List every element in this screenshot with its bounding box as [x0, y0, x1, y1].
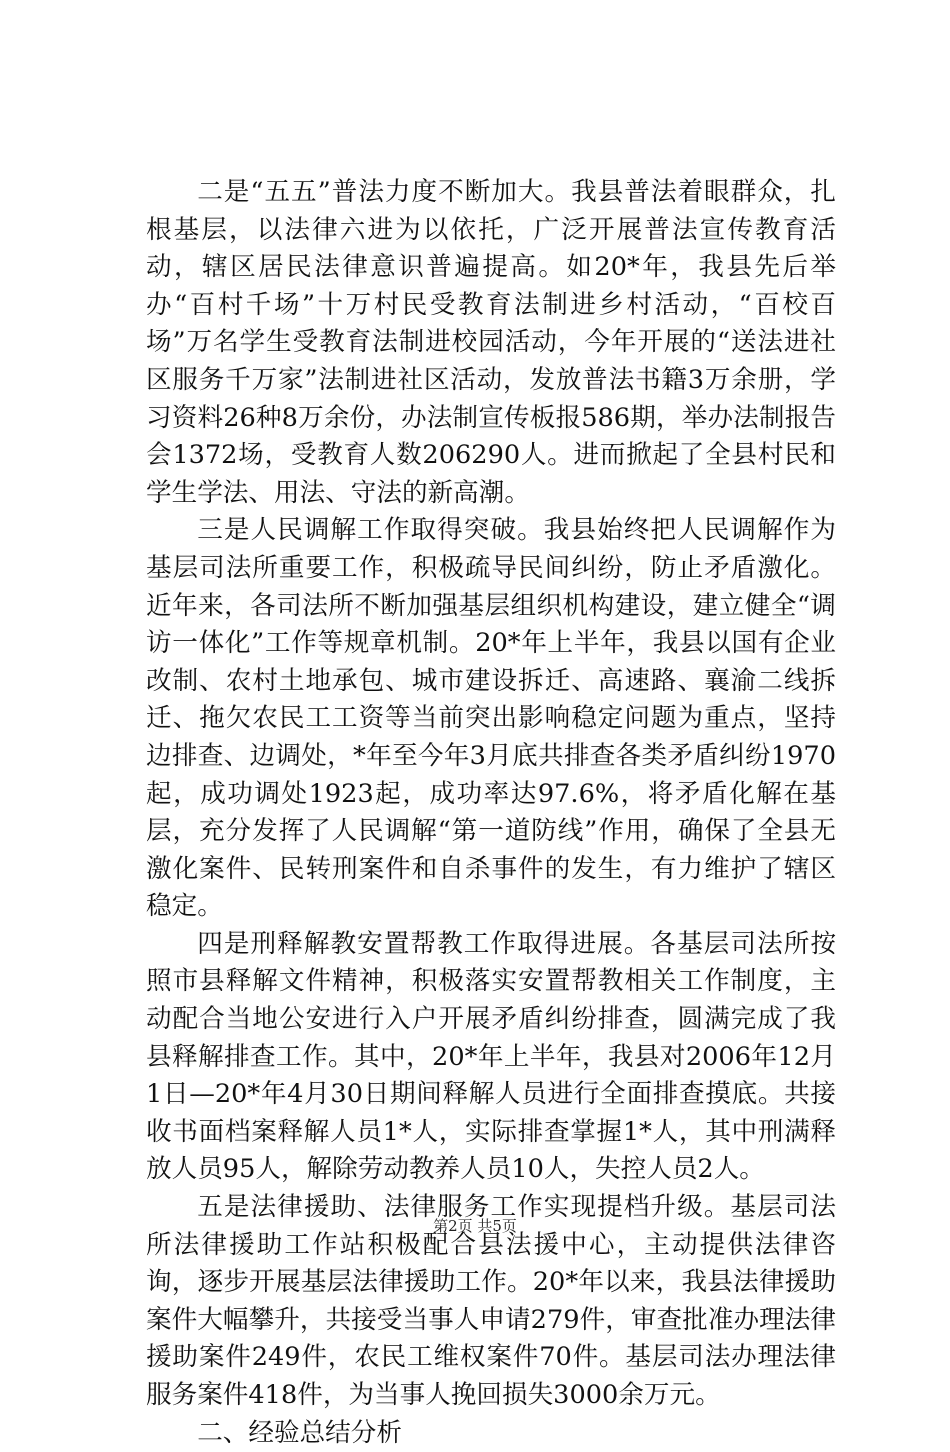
paragraph-resettlement: 四是刑释解教安置帮教工作取得进展。各基层司法所按照市县释解文件精神，积极落实安置帮教相关工作制度，主动配合当地公安进行入户开展矛盾纠纷排查，圆满完成了我县释解排查工作。其中，20*年上半年，我县对2006年12月1日—20*年4月30日期间释解人员进行全面排查摸底。共接收书面档案释解人员1*人，实际排查掌握1*人，其中刑满释放人员95人，解除劳动教养人员10人，失控人员2人。 — [146, 928, 836, 1185]
paragraph-legal-aid: 五是法律援助、法律服务工作实现提档升级。基层司法所法律援助工作站积极配合县法援中心，主动提供法律咨询，逐步开展基层法律援助工作。20*年以来，我县法律援助案件大幅攀升，共接受当事人申请279件，审查批准办理法律援助案件249件，农民工维权案件70件。基层司法办理法律服务案件418件，为当事人挽回损失3000余万元。 — [146, 1192, 836, 1410]
paragraph-mediation: 三是人民调解工作取得突破。我县始终把人民调解作为基层司法所重要工作，积极疏导民间纠纷，防止矛盾激化。近年来，各司法所不断加强基层组织机构建设，建立健全“调访一体化”工作等规章机制。20*年上半年，我县以国有企业改制、农村土地承包、城市建设拆迁、高速路、襄渝二线拆迁、拖欠农民工工资等当前突出影响稳定问题为重点，坚持边排查、边调处，*年至今年3月底共排查各类矛盾纠纷1970起，成功调处1923起，成功率达97.6%，将矛盾化解在基层，充分发挥了人民调解“第一道防线”作用，确保了全县无激化案件、民转刑案件和自杀事件的发生，有力维护了辖区稳定。 — [146, 515, 836, 922]
page-number-footer: 第2页 共5页 — [433, 1217, 517, 1235]
document-body — [146, 174, 836, 1452]
paragraph-popularization: 二是“五五”普法力度不断加大。我县普法着眼群众，扎根基层，以法律六进为以依托，广泛开展普法宣传教育活动，辖区居民法律意识普遍提高。如20*年，我县先后举办“百村千场”十万村民受教育法制进乡村活动，“百校百场”万名学生受教育法制进校园活动，今年开展的“送法进社区服务千万家”法制进社区活动，发放普法书籍3万余册，学习资料26种8万余份，办法制宣传板报586期，举办法制报告会1372场，受教育人数206290人。进而掀起了全县村民和学生学法、用法、守法的新高潮。 — [146, 177, 836, 508]
section-heading: 二、经验总结分析 — [197, 1417, 402, 1448]
